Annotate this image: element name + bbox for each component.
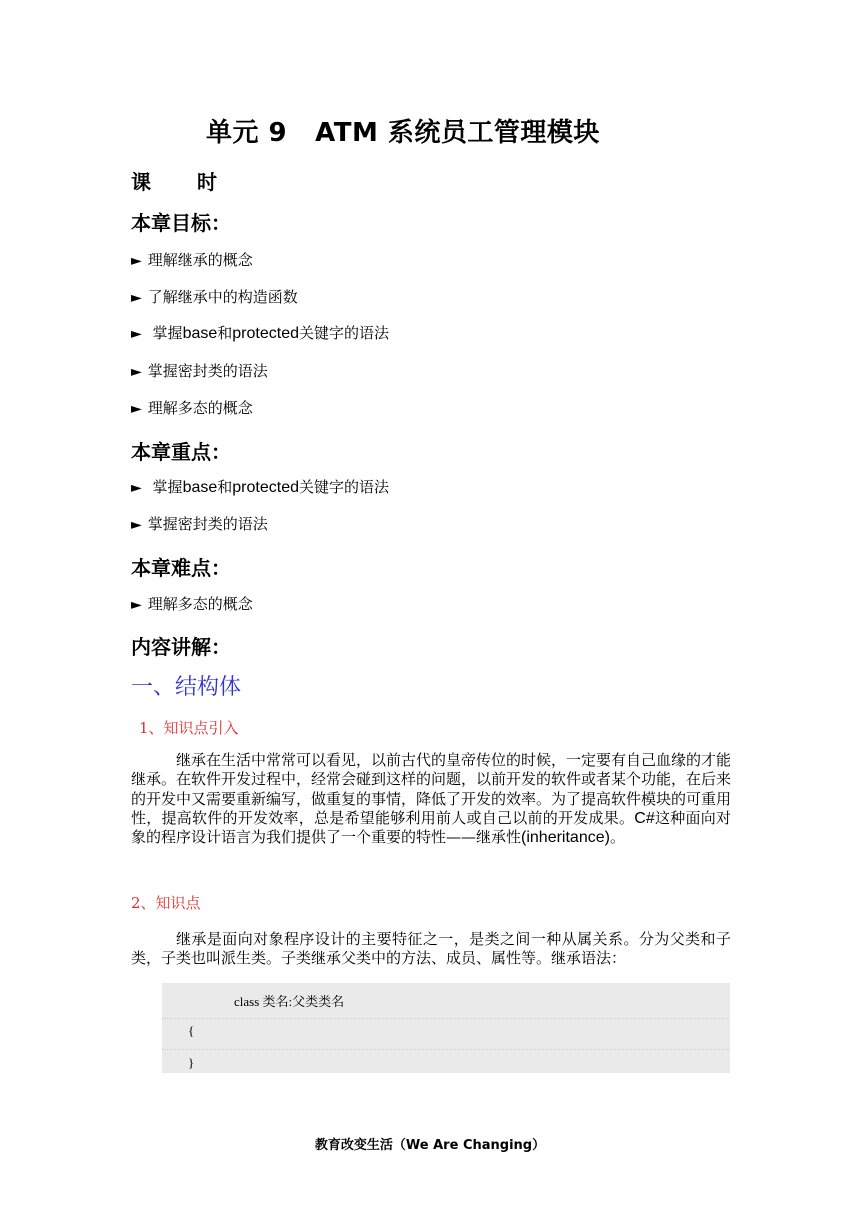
- subsection-title-intro: 1、知识点引入: [139, 719, 239, 737]
- code-block: [162, 983, 730, 1073]
- section-title: 一、结构体: [131, 675, 242, 700]
- bullet-triangle-icon: ►: [131, 480, 142, 496]
- unit-name: ATM 系统员工管理模块: [315, 118, 600, 148]
- unit-number: 单元 9: [206, 118, 288, 148]
- bullet-triangle-icon: ►: [131, 326, 142, 342]
- goal-item: ► 了解继承中的构造函数: [131, 288, 298, 306]
- goal-item: ► 理解多态的概念: [131, 399, 253, 417]
- key-point-item: ► 掌握base和protected关键字的语法: [131, 478, 390, 496]
- code-divider: [162, 1018, 730, 1019]
- bullet-triangle-icon: ►: [131, 517, 142, 533]
- bullet-triangle-icon: ►: [131, 253, 142, 269]
- key-points-heading: 本章重点：: [131, 440, 231, 464]
- code-divider: [162, 1049, 730, 1050]
- intro-paragraph: 继承在生活中常常可以看见，以前古代的皇帝传位的时候，一定要有自己血缘的才能继承。在软件开发过程中，经常会碰到这样的问题，以前开发的软件或者某个功能，在后来的开发中又需要重新编写，做重复的事情，降低了开发的效率。为了提高软件模块的可重用性，提高软件的开发效率，总是希望能够利用前人或自己以前的开发成果。C#这种面向对象的程序设计语言为我们提供了一个重要的特性——继承性(inheritance)。: [131, 751, 732, 847]
- difficulty-item: ► 理解多态的概念: [131, 595, 253, 613]
- bullet-triangle-icon: ►: [131, 364, 142, 380]
- page-footer: 教育改变生活（We Are Changing）: [314, 1138, 546, 1153]
- code-line: class 类名:父类类名: [234, 994, 345, 1009]
- bullet-triangle-icon: ►: [131, 401, 142, 417]
- difficulties-heading: 本章难点：: [131, 556, 231, 580]
- key-point-item: ► 掌握密封类的语法: [131, 515, 268, 533]
- knowledge-paragraph: 继承是面向对象程序设计的主要特征之一，是类之间一种从属关系。分为父类和子类，子类也叫派生类。子类继承父类中的方法、成员、属性等。继承语法：: [131, 930, 731, 968]
- goal-item: ► 掌握base和protected关键字的语法: [131, 324, 390, 342]
- code-line: }: [188, 1055, 195, 1070]
- goal-item: ► 理解继承的概念: [131, 251, 253, 269]
- code-line: {: [188, 1023, 195, 1038]
- subsection-title-knowledge: 2、知识点: [131, 894, 201, 912]
- content-heading: 内容讲解：: [131, 635, 231, 659]
- page-title: [206, 112, 600, 149]
- bullet-triangle-icon: ►: [131, 597, 142, 613]
- goals-heading: 本章目标：: [131, 211, 231, 235]
- lesson-hours-label: 课 时: [131, 170, 217, 194]
- bullet-triangle-icon: ►: [131, 290, 142, 306]
- goal-item: ► 掌握密封类的语法: [131, 362, 268, 380]
